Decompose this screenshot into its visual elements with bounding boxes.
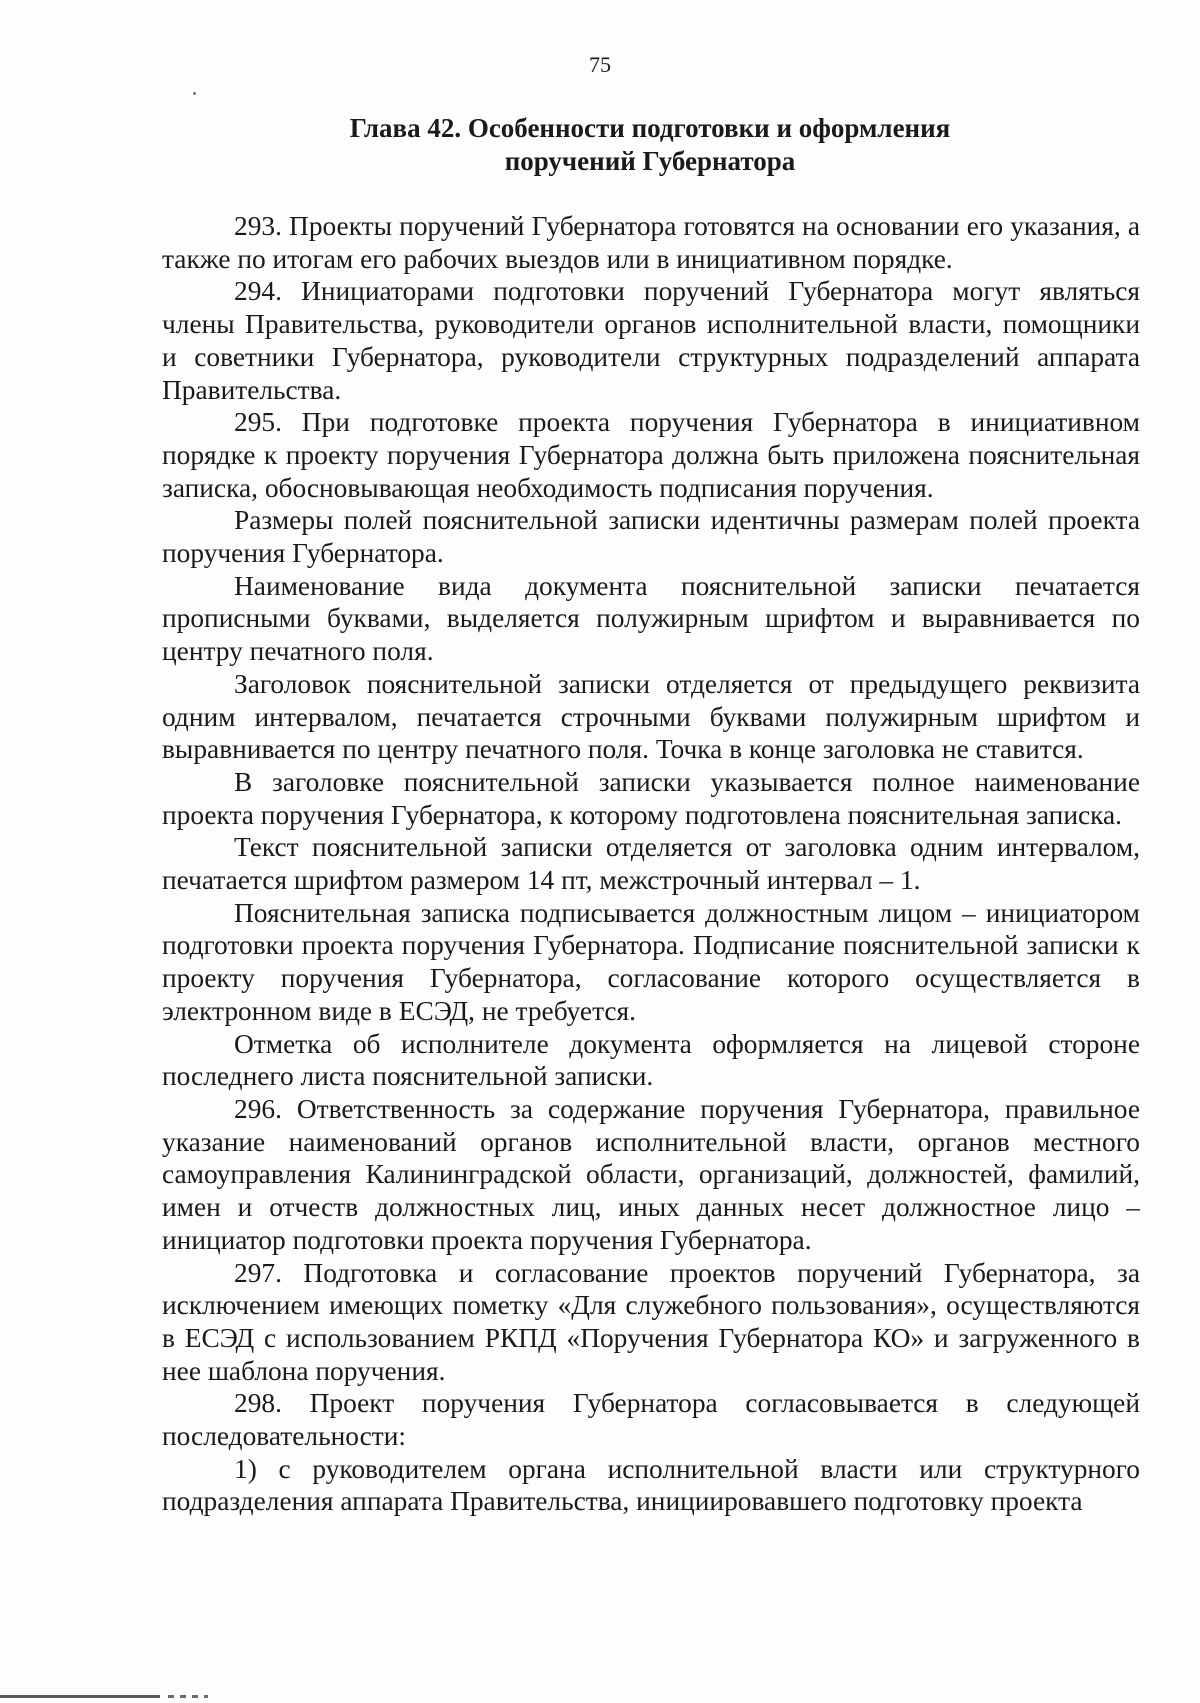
- paragraph-298-item-1: 1) с руководителем органа исполнительной власти или структурного подразделения аппарата Правительства, инициировавшего подготовку проекта: [162, 1453, 1140, 1517]
- chapter-title-line-1: Глава 42. Особенности подготовки и оформления: [349, 113, 951, 143]
- paragraph-297: 297. Подготовка и согласование проектов поручений Губернатора, за исключением имеющих пометку «Для служебного пользования», осуществляются в ЕСЭД с использованием РКПД «Поручения Губернатора КО» и загруженного в нее шаблона поручения.: [162, 1257, 1140, 1386]
- paragraph-295: 295. При подготовке проекта поручения Губернатора в инициативном порядке к проекту поручения Губернатора должна быть приложена пояснительная записка, обосновывающая необходимость подписания поручения.: [162, 407, 1140, 503]
- scan-speck: [193, 92, 196, 95]
- scan-edge-dots: [168, 1695, 208, 1698]
- paragraph-note-text-format: Текст пояснительной записки отделяется от заголовка одним интервалом, печатается шрифтом размером 14 пт, межстрочный интервал – 1.: [162, 832, 1140, 896]
- paragraph-note-heading-format: Заголовок пояснительной записки отделяется от предыдущего реквизита одним интервалом, печатается строчными буквами полужирным шрифтом и выравнивается по центру печатного поля. Точка в конце заголовка не ставится.: [162, 668, 1140, 765]
- page-number: 75: [589, 52, 611, 77]
- paragraph-294: 294. Инициаторами подготовки поручений Губернатора могут являться члены Правительства, руководители органов исполнительной власти, помощники и советники Губернатора, руководители структурных подразделений аппарата Правительства.: [162, 276, 1140, 405]
- paragraph-note-document-type: Наименование вида документа пояснительной записки печатается прописными буквами, выделяется полужирным шрифтом и выравнивается по центру печатного поля.: [162, 570, 1140, 667]
- paragraph-note-margins: Размеры полей пояснительной записки идентичны размерам полей проекта поручения Губернатора.: [162, 505, 1140, 569]
- paragraph-298: 298. Проект поручения Губернатора согласовывается в следующей последовательности:: [162, 1388, 1140, 1452]
- paragraph-note-heading-content: В заголовке пояснительной записки указывается полное наименование проекта поручения Губернатора, к которому подготовлена пояснительная записка.: [162, 766, 1140, 830]
- paragraph-293: 293. Проекты поручений Губернатора готовятся на основании его указания, а также по итогам его рабочих выездов или в инициативном порядке.: [162, 211, 1140, 274]
- paragraph-296: 296. Ответственность за содержание поручения Губернатора, правильное указание наименований органов исполнительной власти, органов местного самоуправления Калининградской области, организаций, должностей, фамилий, имен и отчеств должностных лиц, иных данных несет должностное лицо – инициатор подготовки проекта поручения Губернатора.: [162, 1093, 1140, 1255]
- body-text: [162, 210, 1140, 1518]
- paragraph-note-signature: Пояснительная записка подписывается должностным лицом – инициатором подготовки проекта поручения Губернатора. Подписание пояснительной записки к проекту поручения Губернатора, согласование которого осуществляется в электронном виде в ЕСЭД, не требуется.: [162, 897, 1140, 1026]
- paragraph-note-executor-mark: Отметка об исполнителе документа оформляется на лицевой стороне последнего листа пояснительной записки.: [162, 1028, 1140, 1092]
- chapter-title: [160, 112, 1140, 178]
- chapter-title-line-2: поручений Губернатора: [504, 146, 796, 176]
- scan-edge-line: [0, 1695, 160, 1698]
